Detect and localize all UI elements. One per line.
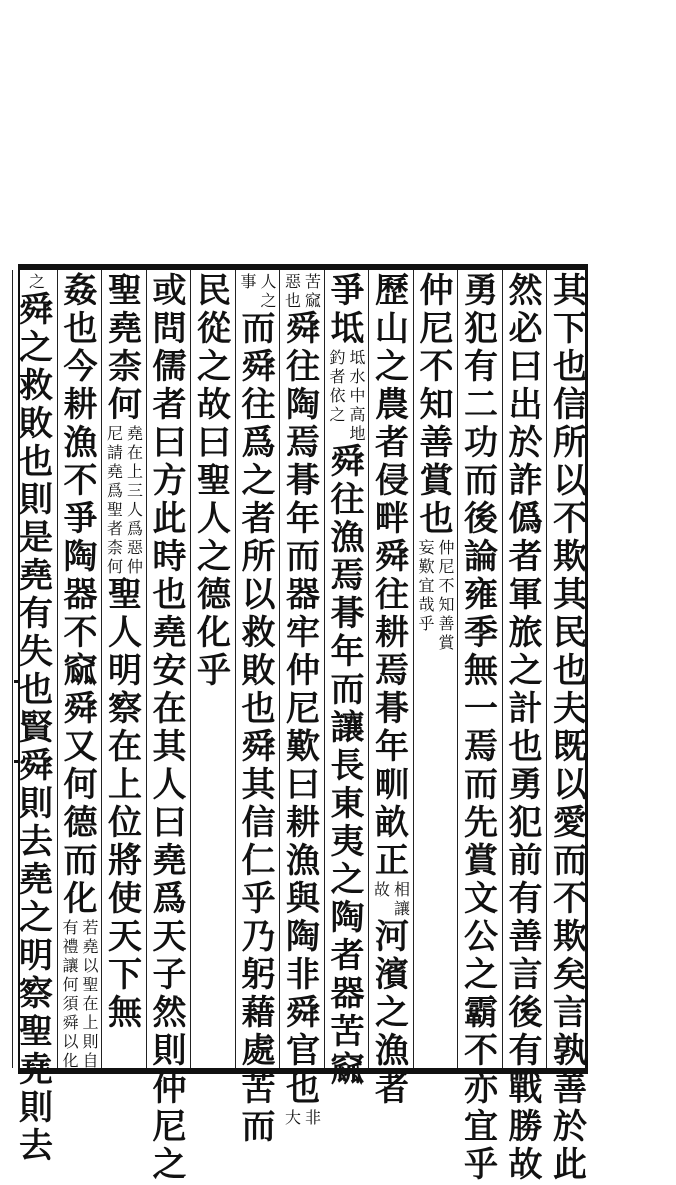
- commentary-note: 若 堯 以 聖 在 上 則 自 有 禮 讓 何 須 舜 以 化: [62, 918, 99, 1070]
- commentary-note: 苦 窳 惡 也: [284, 272, 321, 310]
- text-column: 姦 也 今 耕 漁 不 爭 陶 器 不 窳 舜 又 何 德 而 化 若 堯 以 聖 在 上 則 自 有 禮 讓 何 須 舜 以 化: [62, 271, 99, 1070]
- column-rule: [279, 270, 280, 1068]
- column-rule: [57, 270, 58, 1068]
- column-rule: [502, 270, 503, 1068]
- column-rule: [368, 270, 369, 1068]
- text-column: 其 下 也 信 所 以 不 欺 其 民 也 夫 既 以 愛 而 不 欺 矣 言 孰 善 於 此: [553, 271, 587, 1185]
- column-rule: [101, 270, 102, 1068]
- commentary-note: 之: [28, 272, 45, 291]
- commentary-note: 坻 水 中 高 地 釣 者 依 之: [329, 348, 366, 443]
- column-rule: [235, 270, 236, 1068]
- text-column: 歷 山 之 農 者 侵 畔 舜 往 耕 焉 朞 年 甽 畝 正 相 讓 故 河 濱 之 漁 者: [373, 271, 410, 1109]
- commentary-note: 非 大: [284, 1108, 321, 1127]
- text-column: 民 從 之 故 曰 聖 人 之 德 化 乎: [197, 271, 231, 691]
- text-column: 或 問 儒 者 曰 方 此 時 也 堯 安 在 其 人 曰 堯 爲 天 子 然 則 仲 尼 之: [152, 271, 187, 1185]
- commentary-note: 仲 尼 不 知 善 賞 妄 歎 宜 哉 乎: [418, 538, 455, 652]
- text-column: 聖 堯 柰 何 堯 在 上 三 人 爲 惡 仲 尼 請 堯 爲 聖 者 柰 何 聖 人 明 察 在 上 位 將 使 天 下 無: [106, 271, 143, 1033]
- text-column: 苦 窳 惡 也 舜 往 陶 焉 朞 年 而 器 牢 仲 尼 歎 曰 耕 漁 與 陶 非 舜 官 也 非 大: [284, 272, 321, 1127]
- text-column: 然 必 曰 出 於 詐 僞 者 軍 旅 之 計 也 勇 犯 前 有 善 言 後 有 戰 勝 故: [508, 271, 543, 1185]
- column-rule: [457, 270, 458, 1068]
- column-rule: [146, 270, 147, 1068]
- commentary-note: 相 讓 故: [373, 880, 410, 918]
- column-rule: [190, 270, 191, 1068]
- text-column: 仲 尼 不 知 善 賞 也 仲 尼 不 知 善 賞 妄 歎 宜 哉 乎: [418, 271, 455, 652]
- text-column: 人 之 事 而 舜 往 爲 之 者 所 以 救 敗 也 舜 其 信 仁 乎 乃 躬 藉 處 苦 而: [240, 272, 277, 1147]
- commentary-note: 堯 在 上 三 人 爲 惡 仲 尼 請 堯 爲 聖 者 柰 何: [106, 424, 143, 576]
- column-rule: [546, 270, 547, 1068]
- column-rule: [12, 270, 13, 1068]
- column-rule: [413, 270, 414, 1068]
- text-column: 之 舜 之 救 敗 也 則 是 堯 有 失 也 賢 舜 則 去 堯 之 明 察 聖 堯 則 去: [19, 272, 53, 1166]
- text-column: 勇 犯 有 二 功 而 後 論 雍 季 無 一 焉 而 先 賞 文 公 之 霸 不 亦 宜 乎: [464, 271, 498, 1185]
- text-column: 爭 坻 坻 水 中 高 地 釣 者 依 之 舜 往 漁 焉 朞 年 而 讓 長 東 夷 之 陶 者 器 苦 窳: [329, 271, 366, 1090]
- commentary-note: 人 之 事: [240, 272, 277, 310]
- column-rule: [324, 270, 325, 1068]
